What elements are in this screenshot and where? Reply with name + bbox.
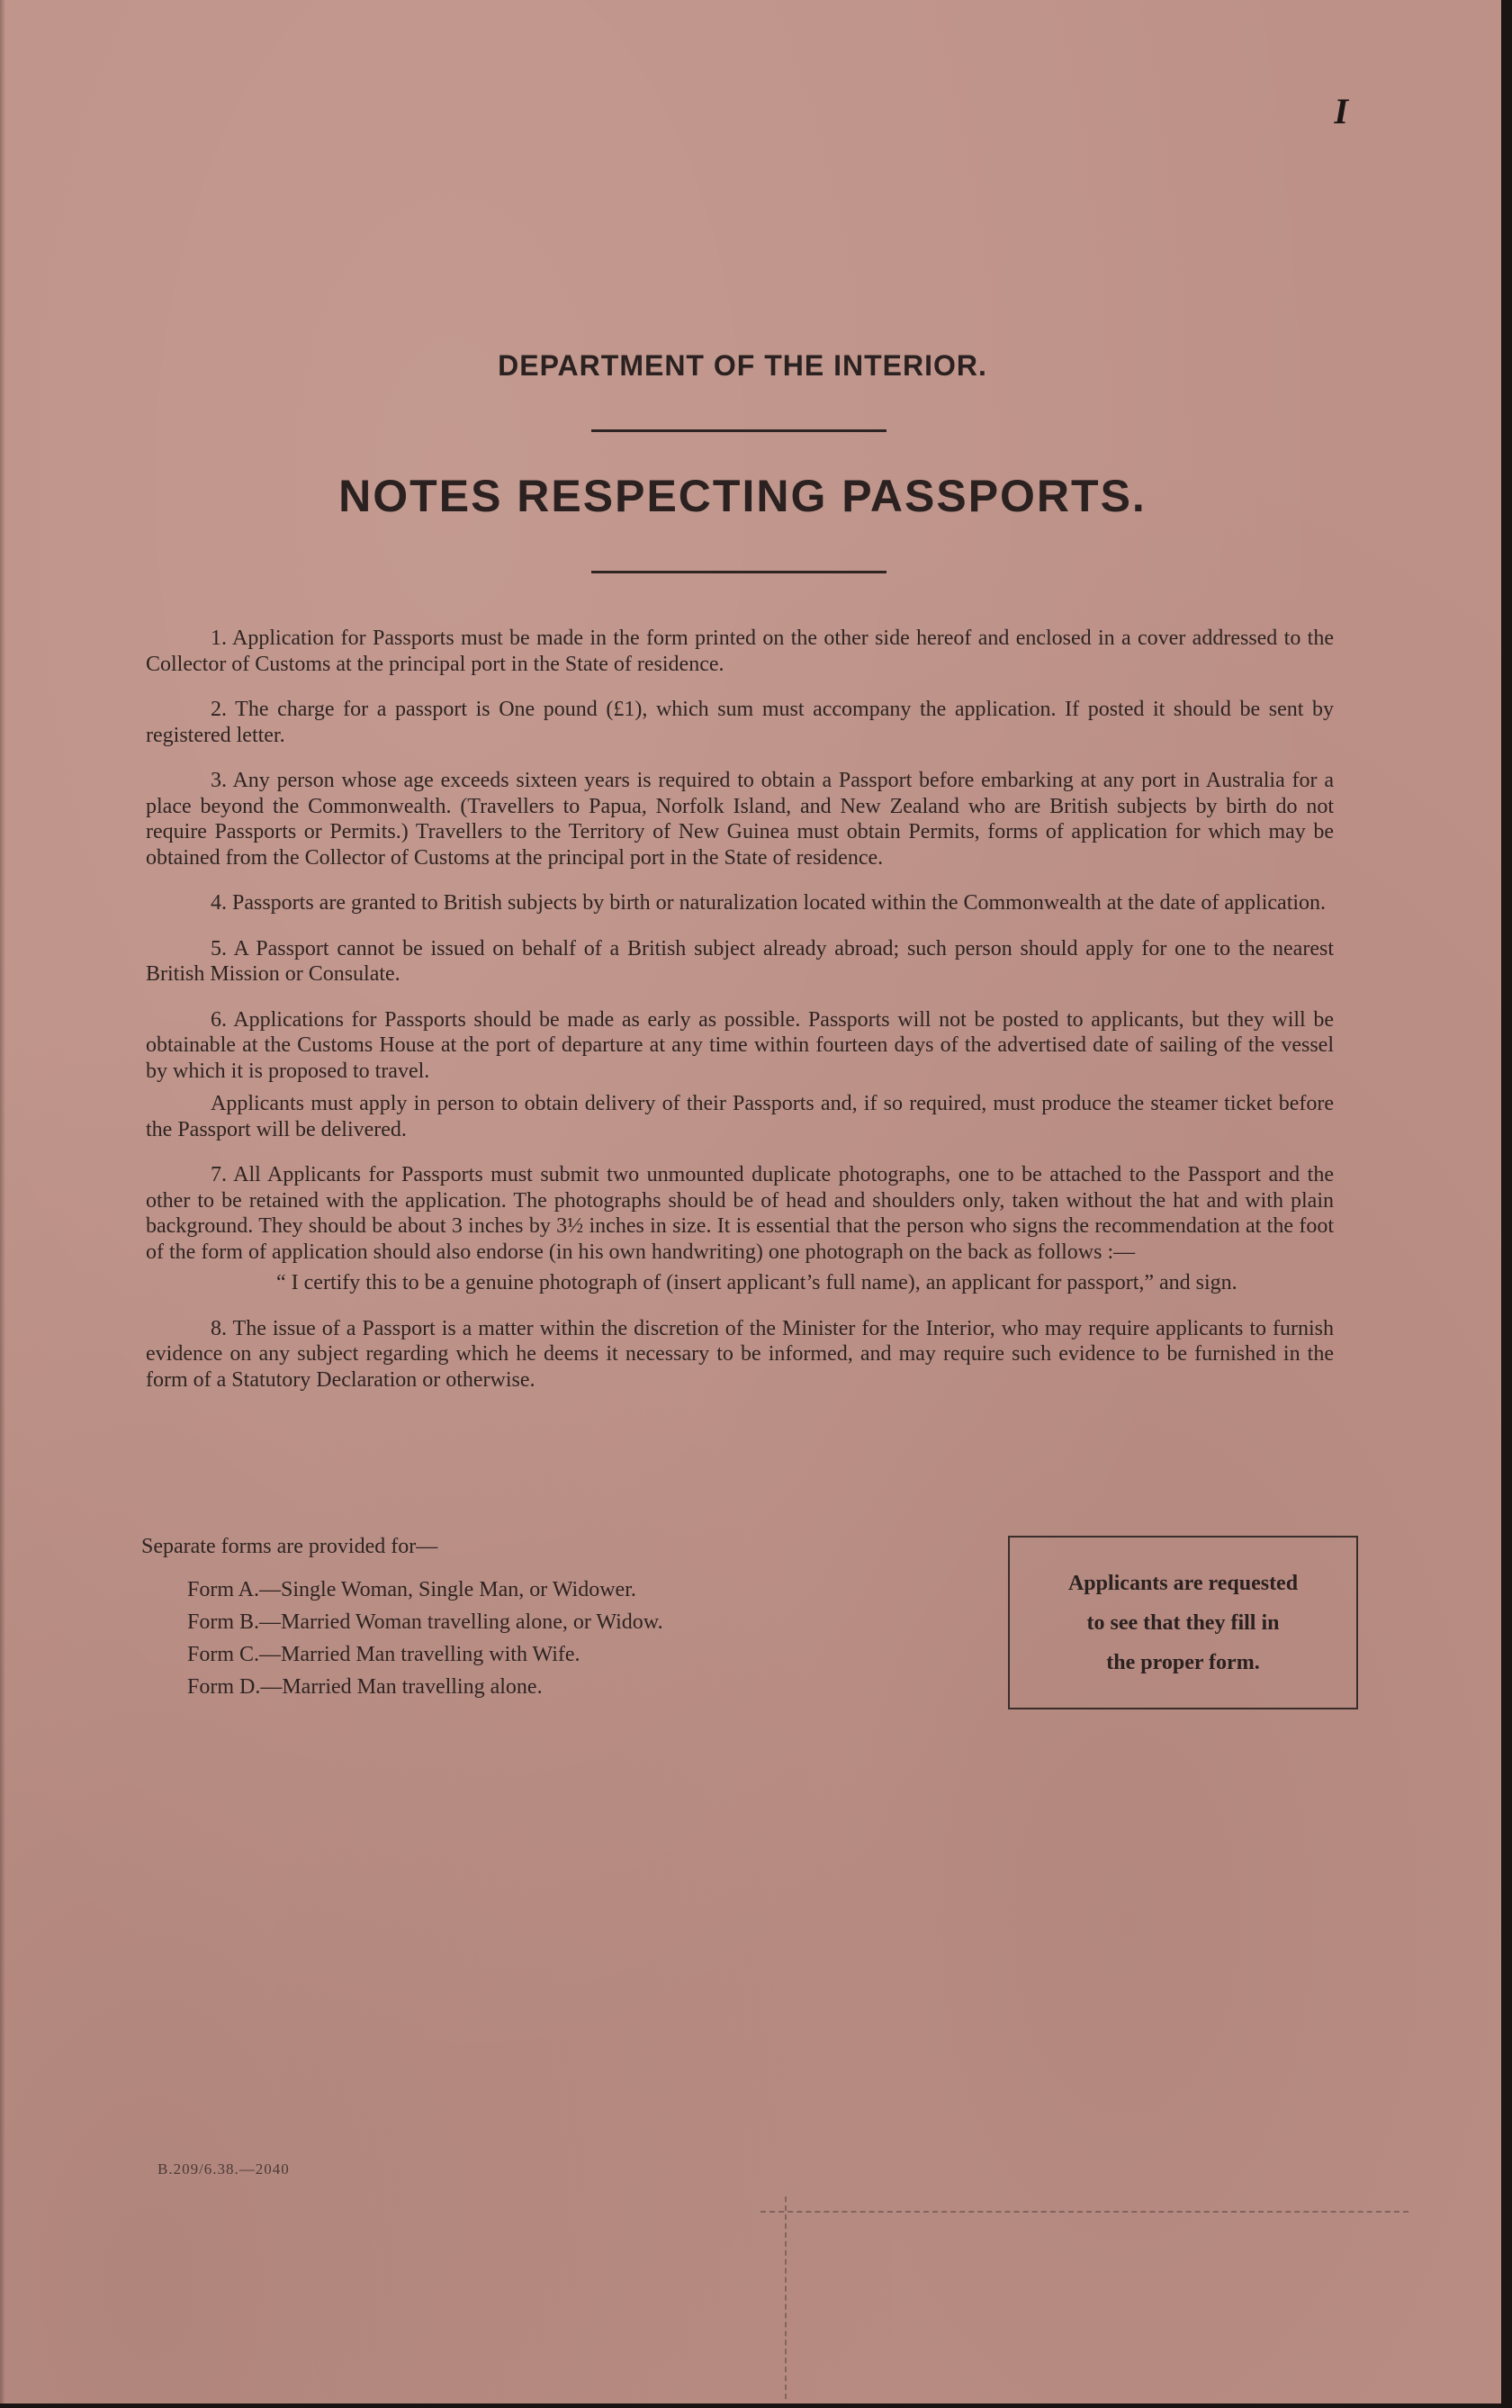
notice-line: the proper form. [1106,1650,1260,1674]
forms-intro: Separate forms are provided for— [141,1535,438,1558]
page-title: NOTES RESPECTING PASSPORTS. [338,471,1147,521]
form-list-item: Form A.—Single Woman, Single Man, or Widower. [187,1578,636,1601]
form-list-item: Form C.—Married Man travelling with Wife. [187,1643,580,1666]
department-heading: DEPARTMENT OF THE INTERIOR. [498,349,987,382]
note-paragraph: 1. Application for Passports must be made in the form printed on the other side hereof and enclosed in a cover addressed to the Collector of Customs at the principal port in the State of residence. [146,627,1334,676]
certification-quote: “ I certify this to be a genuine photograph of (insert applicant’s full name), an applicant for passport,” and sign. [276,1271,1238,1294]
divider-rule [591,429,886,432]
form-list-item: Form D.—Married Man travelling alone. [187,1675,543,1699]
notice-line: to see that they fill in [1086,1610,1280,1635]
note-paragraph: 5. A Passport cannot be issued on behalf of a British subject already abroad; such person should apply for one to the nearest British Mission or Consulate. [146,936,1334,986]
perforation-line [760,2211,1408,2213]
form-list-item: Form B.—Married Woman travelling alone, or Widow. [187,1610,663,1634]
note-paragraph: 3. Any person whose age exceeds sixteen years is required to obtain a Passport before embarking at any port in Australia for a place beyond the Commonwealth. (Travellers to Papua, Norfolk Island, and New Zealand who are British subjects by birth do not require Passports or Permits.) Travellers to the Territory of New Guinea must obtain Permits, forms of application for which may be obtained from the Collector of Customs at the principal port in the State of residence. [146,769,1334,870]
note-paragraph: 7. All Applicants for Passports must submit two unmounted duplicate photographs, one to be attached to the Passport and the other to be retained with the application. The photographs should be of head and shoulders only, taken without the hat and with plain background. They should be about 3 inches by 3½ inches in size. It is essential that the person who signs the recommendation at the foot of the form of application should also endorse (in his own handwriting) one photograph on the back as follows :— [146,1163,1334,1264]
perforation-line [785,2196,787,2399]
print-code: B.209/6.38.—2040 [158,2160,290,2178]
form-list [187,1574,663,1703]
note-paragraph: 4. Passports are granted to British subjects by birth or naturalization located within the Commonwealth at the date of application. [211,891,1327,915]
note-paragraph: 6. Applications for Passports should be made as early as possible. Passports will not be posted to applicants, but they will be obtainable at the Customs House at the port of departure at any time within fourteen days of the advertised date of sailing of the vessel by which it is proposed to travel. [146,1007,1334,1083]
divider-rule [591,571,886,573]
notice-box [1008,1536,1358,1709]
note-paragraph: 2. The charge for a passport is One pound (£1), which sum must accompany the application. If posted it should be sent by registered letter. [146,698,1334,747]
notes-section [146,626,1334,1412]
notice-line: Applicants are requested [1067,1571,1299,1595]
page-number: I [1334,91,1348,131]
note-paragraph-continued: Applicants must apply in person to obtain delivery of their Passports and, if so required, must produce the steamer ticket before the Passport will be delivered. [146,1092,1334,1141]
note-paragraph: 8. The issue of a Passport is a matter within the discretion of the Minister for the Interior, who may require applicants to furnish evidence on any subject regarding which he deems it necessary to be informed, and may require such evidence to be furnished in the form of a Statutory Declaration or otherwise. [146,1316,1334,1392]
